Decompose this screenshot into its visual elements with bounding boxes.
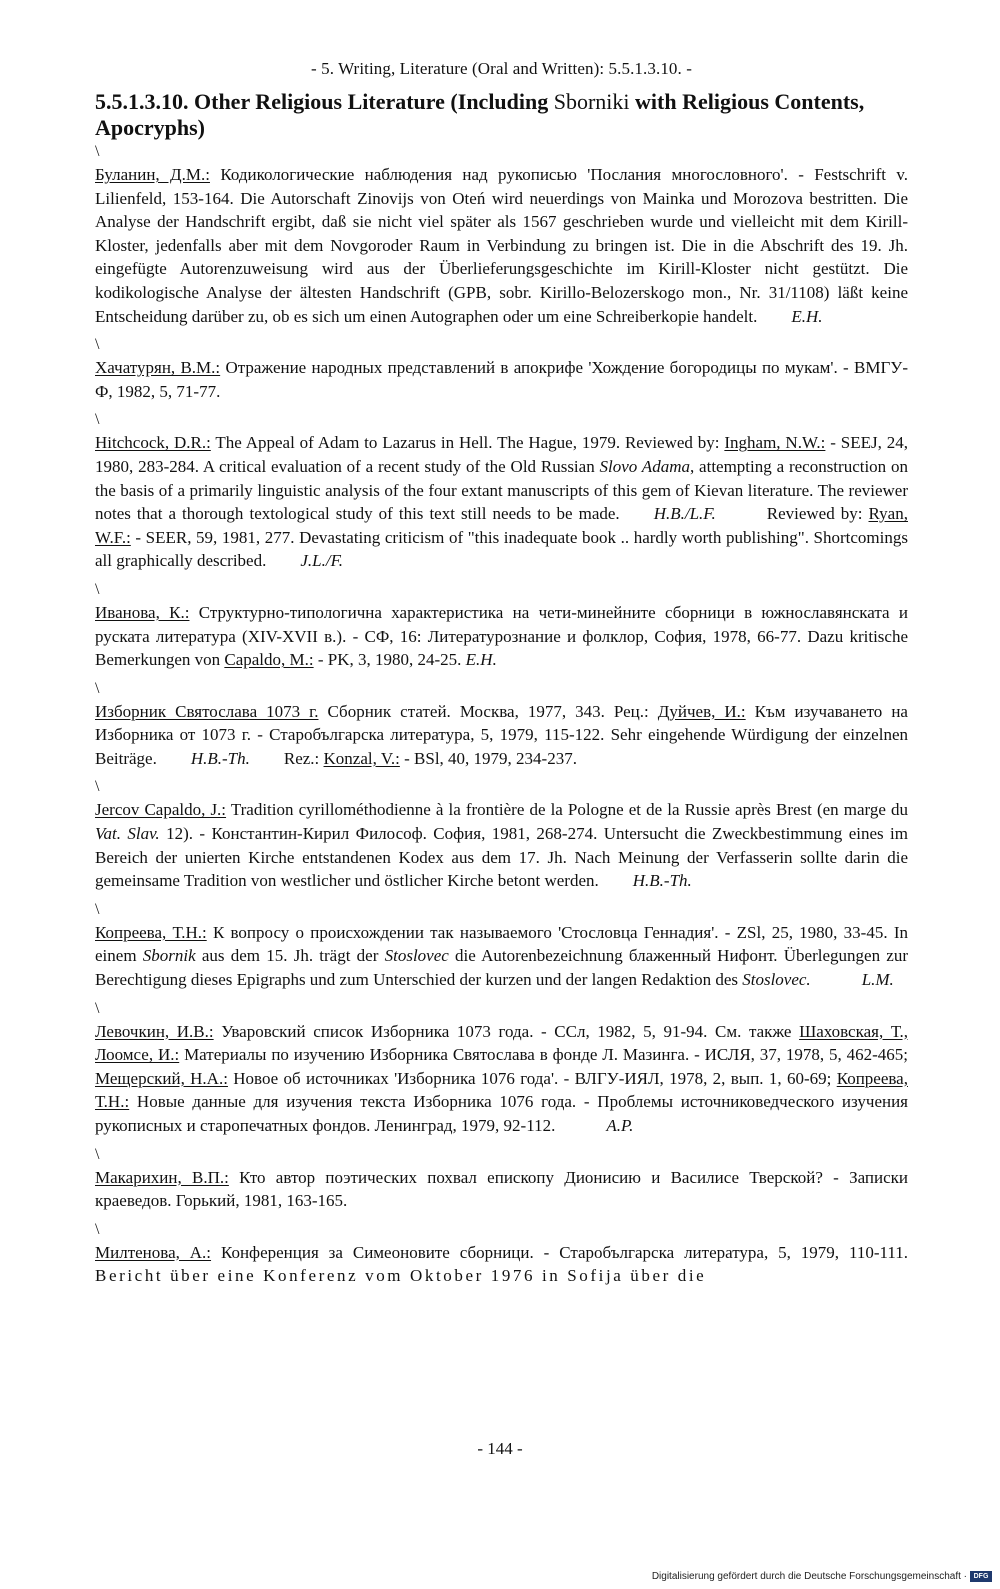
entry-text: - BSl, 40, 1979, 234-237. [399, 748, 577, 768]
author-name: Шаховская, Т., [799, 1021, 908, 1041]
digitization-footer [652, 1570, 992, 1583]
author-name: Макарихин, В.П.: [95, 1167, 229, 1187]
entry-text: Сборник статей. Москва, 1977, 343. Рец.: [318, 701, 658, 721]
work-title: Изборник Святослава 1073 г. [95, 701, 319, 721]
bibliography-entry [95, 798, 908, 892]
title-italic: Slovo Adama [599, 456, 690, 476]
reviewer-name: Konzal, V.: [323, 748, 400, 768]
author-name: Копреева, Т.Н.: [95, 1068, 908, 1112]
entry-separator: \ [95, 999, 100, 1017]
entry-text: Rez.: [283, 748, 324, 768]
title-italic: Sbornik [142, 946, 196, 966]
author-name: Буланин, Д.М.: [95, 165, 210, 184]
entry-text: Конференция за Симеоновите сборници. - Старобългарска литература, 5, 1979, 110-111. [211, 1242, 908, 1262]
reviewer-name: Ingham, N.W.: [724, 433, 826, 453]
bibliography-entry [95, 163, 908, 328]
entry-separator: \ [95, 900, 100, 918]
entry-separator: \ [95, 580, 100, 598]
reviewer-name: Дуйчев, И.: [657, 701, 746, 721]
entry-separator: \ [95, 143, 100, 160]
reviewer-initials: L.M. [861, 970, 894, 990]
bibliography-entry [95, 431, 908, 573]
entry-text: Отражение народных представлений в апокрифе 'Хождение богородицы по мукам'. - ВМГУ-Ф, 1982, 5, 71-77. [95, 358, 908, 401]
entry-text: Към изучаването на Изборника от 1073 г. - Старобългарска литература, 5, 1979, 115-122. Sehr eingehende Würdigung der einzelnen Beiträge. [95, 701, 908, 768]
footer-text: Digitalisierung gefördert durch die Deutsche Forschungsgemeinschaft · [651, 1571, 967, 1582]
title-italic: Vat. Slav. [95, 824, 160, 844]
entry-separator: \ [95, 679, 100, 697]
reviewer-initials: E.H. [465, 650, 497, 670]
entry-text: aus dem 15. Jh. trägt der [195, 946, 385, 966]
entry-text: - SEEJ, 24, 1980, 283-284. A critical evaluation of a recent study of the Old Russian [95, 433, 908, 476]
reviewer-initials: A.P. [606, 1116, 634, 1135]
section-title [95, 89, 908, 141]
entry-text: Уваровский список Изборника 1073 года. - ССл, 1982, 5, 91-94. См. также [213, 1021, 800, 1041]
author-name: Мещерский, Н.А.: [95, 1068, 228, 1088]
author-name: Jercov Capaldo, J.: [95, 800, 227, 820]
title-italic: Stoslovec [384, 946, 449, 966]
entry-text: 12). - Константин-Кирил Философ. София, 1981, 268-274. Untersucht die Zweckbestimmung eines im Bereich der unierten Kirche entstandenen Kodex aus dem 17. Jh. Nach Meinung der Verfasserin sollte darin die gemeinsame Tradition von westlicher und östlicher Kirche betont werden. [95, 824, 908, 891]
entry-text: Reviewed by: [766, 504, 869, 524]
entry-text: , attempting a reconstruction on the basis of a primarily linguistic analysis of the four extant manuscripts of this gem of Kievan literature. The reviewer notes that a thorough textological study of this text still needs to be made. [95, 456, 909, 524]
author-name: Копреева, Т.Н.: [95, 922, 207, 942]
entry-text: die Autorenbezeichnung блаженный Нифонт. Überlegungen zur Berechtigung dieses Epigraphs und zum Unterschied der kurzen und der langen Redaktion des [95, 946, 909, 990]
running-head: - 5. Writing, Literature (Oral and Written): 5.5.1.3.10. - [310, 59, 692, 78]
reviewer-initials: H.B.-Th. [190, 748, 250, 768]
bibliography-entry [95, 921, 908, 992]
author-name: Иванова, К.: [95, 602, 190, 622]
entry-separator: \ [95, 336, 100, 354]
reviewer-initials: H.B./L.F. [653, 504, 716, 524]
dfg-logo-icon: DFG [970, 1571, 992, 1582]
author-name: Hitchcock, D.R.: [95, 433, 211, 453]
entry-separator: \ [95, 1145, 100, 1163]
author-name: Хачатурян, В.М.: [95, 358, 221, 378]
entry-text: Новое об источниках 'Изборника 1076 года'. - ВЛГУ-ИЯЛ, 1978, 2, вып. 1, 60-69; [227, 1068, 837, 1088]
bibliography-entry [95, 356, 908, 403]
entry-text: Структурно-типологична характеристика на чети-минейните сборници в южнославянската и руската литература (XIV-XVII в.). - СФ, 16: Литературознание и фолклор, София, 1978, 66-77. Dazu kritische Bemerkungen von [95, 602, 908, 670]
entry-text: Кодикологические наблюдения над рукописью 'Послания многословного'. - Festschrift v. Lilienfeld, 153-164. Die Autorschaft Zinovijs von Otеń wird neuerdings von Mainka und Morozova bestritten. Die Analyse der Handschrift ergibt, daß sie nicht viel später als 1567 geschrieben wurde und vielleicht mit dem Kirill-Kloster, jedenfalls aber mit dem Novgoroder Raum in Verbindung zu bringen ist. Die in die Abschrift des 19. Jh. eingefügte Autorenzuweisung wird aus der Überlieferungsgeschichte im Kirill-Kloster nicht gestützt. Die kodikologische Analyse der ältesten Handschrift (GPB, sobr. Kirillo-Belozerskogo mon., Nr. 31/1108) läßt keine Entscheidung darüber zu, ob es sich um einen Autographen oder um eine Schreiberkopie handelt. [95, 165, 908, 326]
section-title-part-1: 5.5.1.3.10. Other Religious Literature (Including [95, 89, 554, 114]
entry-separator: \ [95, 1220, 100, 1238]
section-title-part-2: with Religious Contents, Apocryphs) [95, 89, 865, 140]
entry-text: К вопросу о происхождении так называемого 'Стословца Геннадия'. - ZSl, 25, 1980, 33-45. In einem [95, 922, 908, 966]
title-italic: Stoslovec. [742, 970, 811, 990]
page-number: - 144 - [477, 1439, 523, 1458]
entry-separator: \ [95, 411, 100, 429]
reviewer-initials: H.B.-Th. [632, 871, 692, 891]
bibliography-entry [95, 1241, 908, 1288]
entry-text: Tradition cyrillométhodienne à la frontière de la Pologne et de la Russie après Brest (en marge du [226, 800, 908, 820]
page-body [95, 58, 908, 1294]
bibliography-entry [95, 700, 908, 771]
entry-text: - SEER, 59, 1981, 277. Devastating criticism of "this inadequate book .. hardly worth publishing". Shortcomings all graphically described. [95, 527, 908, 571]
reviewer-initials: E.H. [791, 306, 823, 326]
entry-text: Материалы по изучению Изборника Святослава в фонде Л. Мазинга. - ИСЛЯ, 37, 1978, 5, 462-465; [179, 1045, 908, 1065]
reviewer-name: Ryan, W.F.: [95, 504, 908, 547]
author-name: Милтенова, А.: [95, 1242, 212, 1262]
entry-text: The Appeal of Adam to Lazarus in Hell. The Hague, 1979. Reviewed by: [210, 433, 725, 453]
reviewer-initials: J.L./F. [300, 551, 344, 571]
bibliography-entry [95, 1020, 908, 1138]
reviewer-name: Capaldo, M.: [224, 650, 314, 670]
author-name: Лоомсе, И.: [95, 1045, 180, 1065]
entry-separator: \ [95, 778, 100, 796]
entry-text-spaced: Bericht über eine Konferenz vom Oktober 1976 in Sofija über die [95, 1266, 707, 1286]
entry-text: - PK, 3, 1980, 24-25. [313, 650, 462, 670]
section-title-sborniki: Sborniki [553, 89, 630, 114]
entry-text: Новые данные для изучения текста Изборника 1076 года. - Проблемы источниковедческого изучения рукописных и старопечатных фондов. Ленинград, 1979, 92-112. [95, 1092, 908, 1135]
author-name: Левочкин, И.В.: [95, 1021, 214, 1041]
bibliography-entry [95, 601, 908, 672]
bibliography-entry [95, 1166, 908, 1213]
entry-text: Кто автор поэтических похвал епископу Дионисию и Василисе Тверской? - Записки краеведов. Горький, 1981, 163-165. [95, 1167, 909, 1211]
